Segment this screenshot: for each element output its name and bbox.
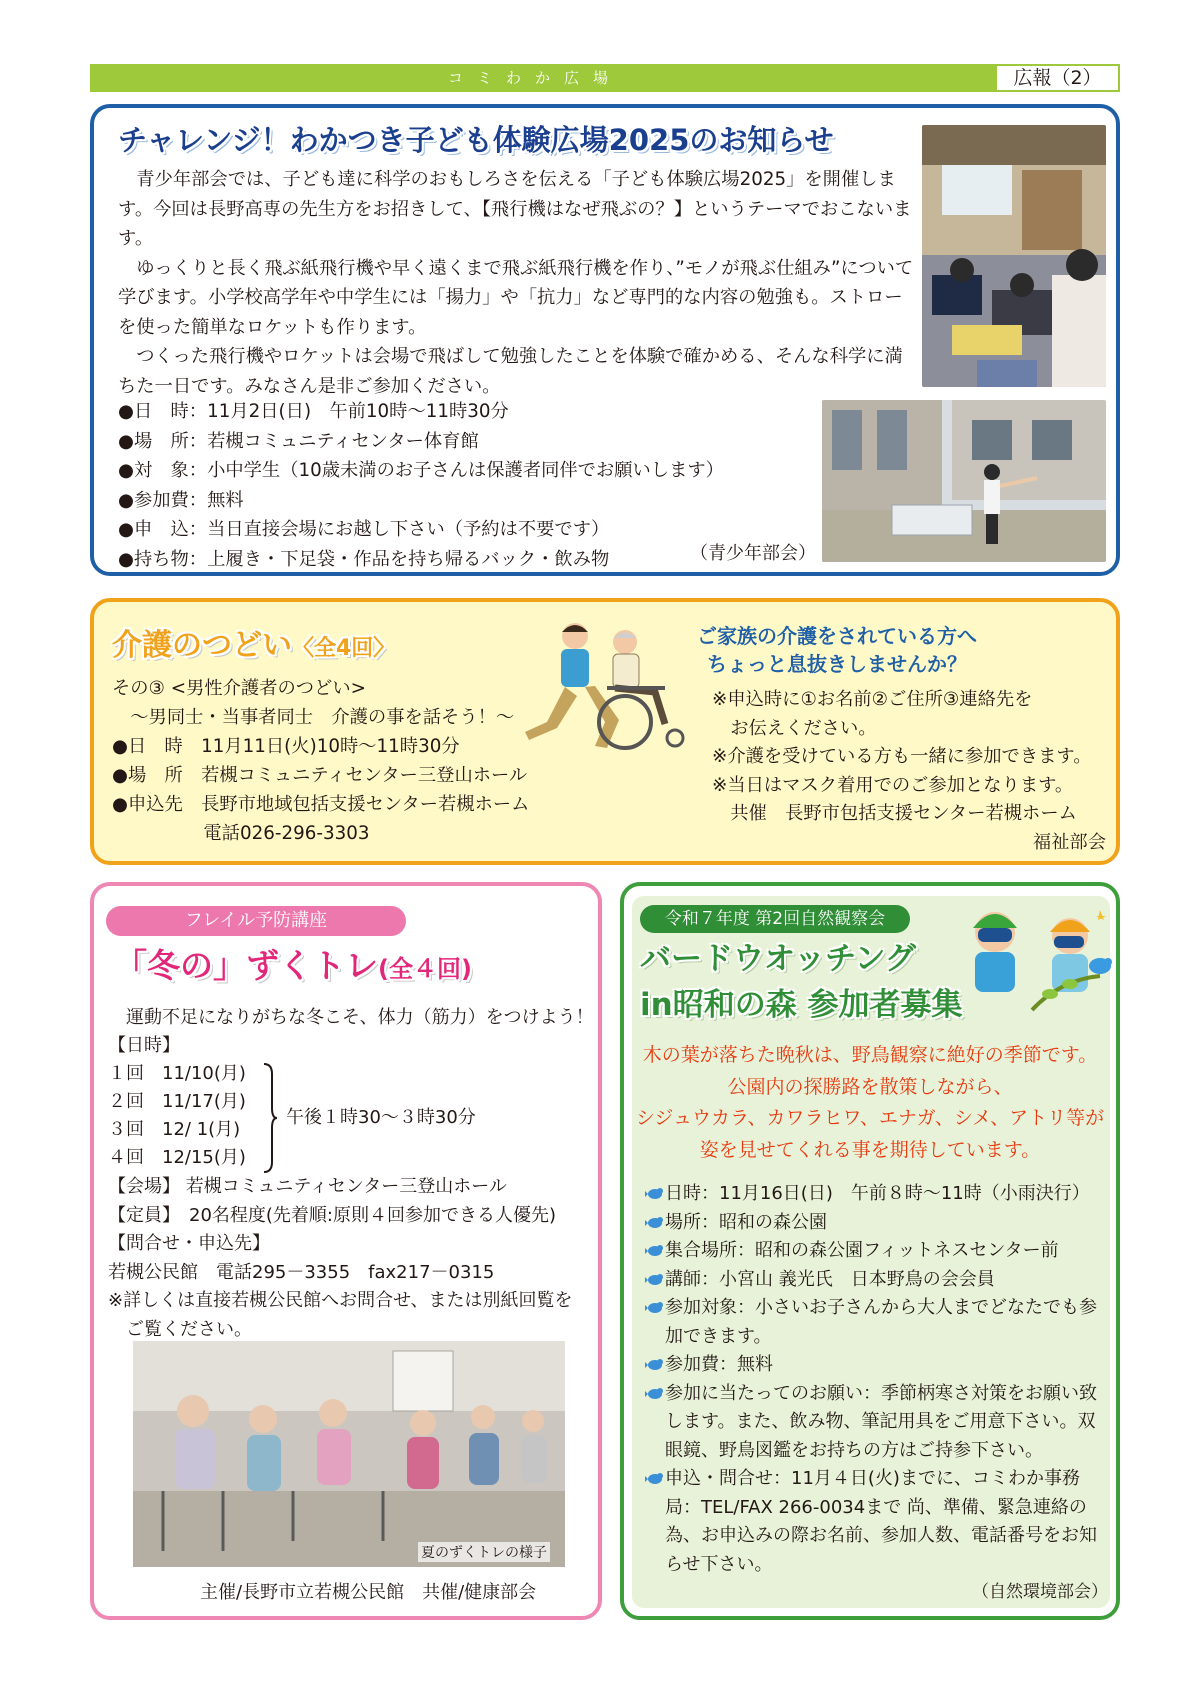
frailty-detail: ご覧ください。 [108, 1318, 252, 1340]
binocular-kids-illustration [950, 890, 1120, 1030]
detail-text: 場所：昭和の森公園 [665, 1211, 827, 1233]
detail-item [645, 1180, 1105, 1209]
paper-plane-photo [822, 400, 1106, 562]
caregiver-line: ●場 所 若槻コミュニティセンター三登山ホール [112, 765, 528, 786]
session-date: １回 11/10(月) [108, 1063, 246, 1084]
detail-text: 参加費：無料 [665, 1354, 773, 1375]
birdwatching-details [645, 1180, 1105, 1579]
detail-item [645, 1294, 1105, 1351]
body-paragraph: つくった飛行機やロケットは会場で飛ばして勉強したことを体験で確かめる、そんな科学に満ちた一日です。みなさん是非ご参加ください。 [118, 346, 903, 397]
frailty-detail: 【問合せ・申込先】 [108, 1233, 270, 1254]
detail-item [645, 1465, 1105, 1579]
bird-bullet-icon [645, 1299, 665, 1315]
bird-bullet-icon [645, 1385, 665, 1401]
session-date: ４回 12/15(月) [108, 1147, 246, 1168]
headline-line: ご家族の介護をされている方へ [697, 624, 977, 648]
nature-committee-credit: （自然環境部会） [972, 1582, 1108, 1602]
frailty-detail: 【定員】 20名程度(先着順:原則４回参加できる人優先) [108, 1204, 557, 1226]
session-date: ２回 11/17(月) [108, 1091, 246, 1112]
detail-line: ●参加費：無料 [118, 489, 244, 511]
frailty-detail: ※詳しくは直接若槻公民館へお問合せ、または別紙回覧を [108, 1290, 573, 1311]
detail-text: 日時：11月16日(日) 午前８時～11時（小雨決行） [665, 1183, 1090, 1204]
frailty-detail: 若槻公民館 電話295－3355 fax217－0315 [108, 1261, 495, 1283]
caregiver-gathering-title [112, 620, 395, 664]
caregiver-line: ●日 時 11月11日(火)10時～11時30分 [112, 736, 460, 757]
exercise-class-photo [133, 1341, 565, 1567]
session-time: 午後１時30～３時30分 [286, 1107, 476, 1128]
caregiver-line: ～男同士・当事者同士 介護の事を話そう！～ [112, 707, 515, 728]
frailty-intro-text: 運動不足になりがちな冬こそ、体力（筋力）をつけよう！ [126, 1007, 594, 1028]
date-label: 【日時】 [108, 1035, 180, 1056]
bird-bullet-icon [645, 1214, 665, 1230]
caregiver-line: 電話026-296-3303 [112, 823, 370, 844]
header-title: コミわか広場 [447, 69, 622, 87]
bird-bullet-icon [645, 1242, 665, 1258]
caregiver-notes [712, 686, 1132, 857]
birdwatching-title-line: バードウオッチング [640, 941, 916, 977]
session-date: ３回 12/ 1(月) [108, 1119, 241, 1140]
detail-line: ●場 所：若槻コミュニティセンター体育館 [118, 430, 479, 452]
detail-item [645, 1380, 1105, 1466]
caregiver-details [112, 674, 672, 848]
page-number-label: 広報（2） [995, 64, 1120, 92]
nature-observation-pill: 令和７年度 第2回自然観察会 [640, 905, 910, 933]
detail-line: ●持ち物：上履き・下足袋・作品を持ち帰るバック・飲み物 [118, 548, 610, 570]
detail-text: 参加に当たってのお願い：季節柄寒さ対策をお願い致します。また、飲み物、筆記用具をご用意下さい。双眼鏡、野鳥図鑑をお持ちの方はご持参下さい。 [665, 1382, 1097, 1461]
body-paragraph: 青少年部会では、子ども達に科学のおもしろさを伝える「子ども体験広場2025」を開催します。今回は長野高専の先生方をお招きして、【飛行機はなぜ飛ぶの？】というテーマでおこないます。 [118, 169, 912, 249]
lead-line: シジュウカラ、カワラヒワ、エナガ、シメ、アトリ等が [635, 1107, 1105, 1129]
frailty-title-main: 「冬の」ずくトレ [114, 946, 378, 985]
detail-line: ●日 時：11月2日(日) 午前10時～11時30分 [118, 401, 509, 422]
frailty-detail: 【会場】 若槻コミュニティセンター三登山ホール [108, 1176, 507, 1197]
frailty-training-title [114, 940, 472, 987]
birdwatching-title-line: in昭和の森 参加者募集 [640, 987, 963, 1023]
caregiver-title-sub: 〈全4回〉 [292, 636, 396, 661]
detail-text: 集合場所：昭和の森公園フィットネスセンター前 [665, 1240, 1059, 1261]
bird-bullet-icon [645, 1185, 665, 1201]
detail-item [645, 1237, 1105, 1266]
caregiver-note: お伝えください。 [712, 717, 877, 739]
children-event-title: チャレンジ！わかつき子ども体験広場2025のお知らせ [118, 123, 834, 157]
detail-text: 参加対象：小さいお子さんから大人までどなたでも参加できます。 [665, 1297, 1097, 1347]
detail-item [645, 1209, 1105, 1238]
body-paragraph: ゆっくりと長く飛ぶ紙飛行機や早く遠くまで飛ぶ紙飛行機を作り、”モノが飛ぶ仕組み”について学びます。小学校高学年や中学生には「揚力」や「抗力」など専門的な内容の勉強も。ストローを使った簡単なロケットも作ります。 [118, 257, 914, 338]
frailty-organizer-credit: 主催/長野市立若槻公民館 共催/健康部会 [200, 1582, 537, 1603]
schedule-brace [262, 1062, 278, 1174]
frailty-course-pill: フレイル予防講座 [106, 906, 406, 936]
bird-bullet-icon [645, 1271, 665, 1287]
exercise-photo-caption: 夏のずくトレの様子 [418, 1542, 550, 1562]
youth-committee-credit: （青少年部会） [690, 543, 816, 564]
detail-text: 講師：小宮山 義光氏 日本野鳥の会会員 [665, 1268, 995, 1290]
caregiver-headline [672, 622, 1002, 678]
bird-bullet-icon [645, 1470, 665, 1486]
frailty-title-sub: (全４回) [378, 955, 472, 983]
caregiver-title-main: 介護のつどい [112, 628, 292, 663]
lead-line: 木の葉が落ちた晩秋は、野鳥観察に絶好の季節です。 [642, 1044, 1098, 1066]
caregiver-line: その③ <男性介護者のつどい> [112, 678, 366, 699]
bird-bullet-icon [645, 1356, 665, 1372]
lead-line: 公園内の探勝路を散策しながら、 [727, 1075, 1013, 1098]
detail-item [645, 1266, 1105, 1295]
detail-line: ●対 象：小中学生（10歳未満のお子さんは保護者同伴でお願いします） [118, 460, 724, 481]
children-event-body [118, 165, 918, 401]
welfare-committee-credit: 福祉部会 [1032, 831, 1106, 853]
caregiver-note: ※申込時に①お名前②ご住所③連絡先を [712, 689, 1033, 710]
caregiver-line: ●申込先 長野市地域包括支援センター若槻ホーム [112, 794, 530, 815]
caregiver-note: 共催 長野市包括支援センター若槻ホーム [712, 803, 1077, 824]
lead-line: 姿を見せてくれる事を期待しています。 [699, 1138, 1041, 1161]
birdwatching-title [640, 936, 963, 1028]
frailty-intro [108, 1004, 598, 1060]
classroom-photo [922, 125, 1106, 387]
detail-item [645, 1351, 1105, 1380]
birdwatching-lead [630, 1040, 1110, 1166]
detail-line: ●申 込：当日直接会場にお越し下さい（予約は不要です） [118, 519, 610, 540]
caregiver-note: ※当日はマスク着用でのご参加となります。 [712, 774, 1074, 796]
detail-text: 申込・問合せ：11月４日(火)までに、コミわか事務局：TEL/FAX 266-0034まで 尚、準備、緊急連絡の為、お申込みの際お名前、参加人数、電話番号をお知らせ下さい。 [665, 1468, 1097, 1575]
headline-line: ちょっと息抜きしませんか？ [707, 652, 967, 676]
frailty-details [108, 1173, 598, 1344]
caregiver-note: ※介護を受けている方も一緒に参加できます。 [712, 746, 1092, 767]
